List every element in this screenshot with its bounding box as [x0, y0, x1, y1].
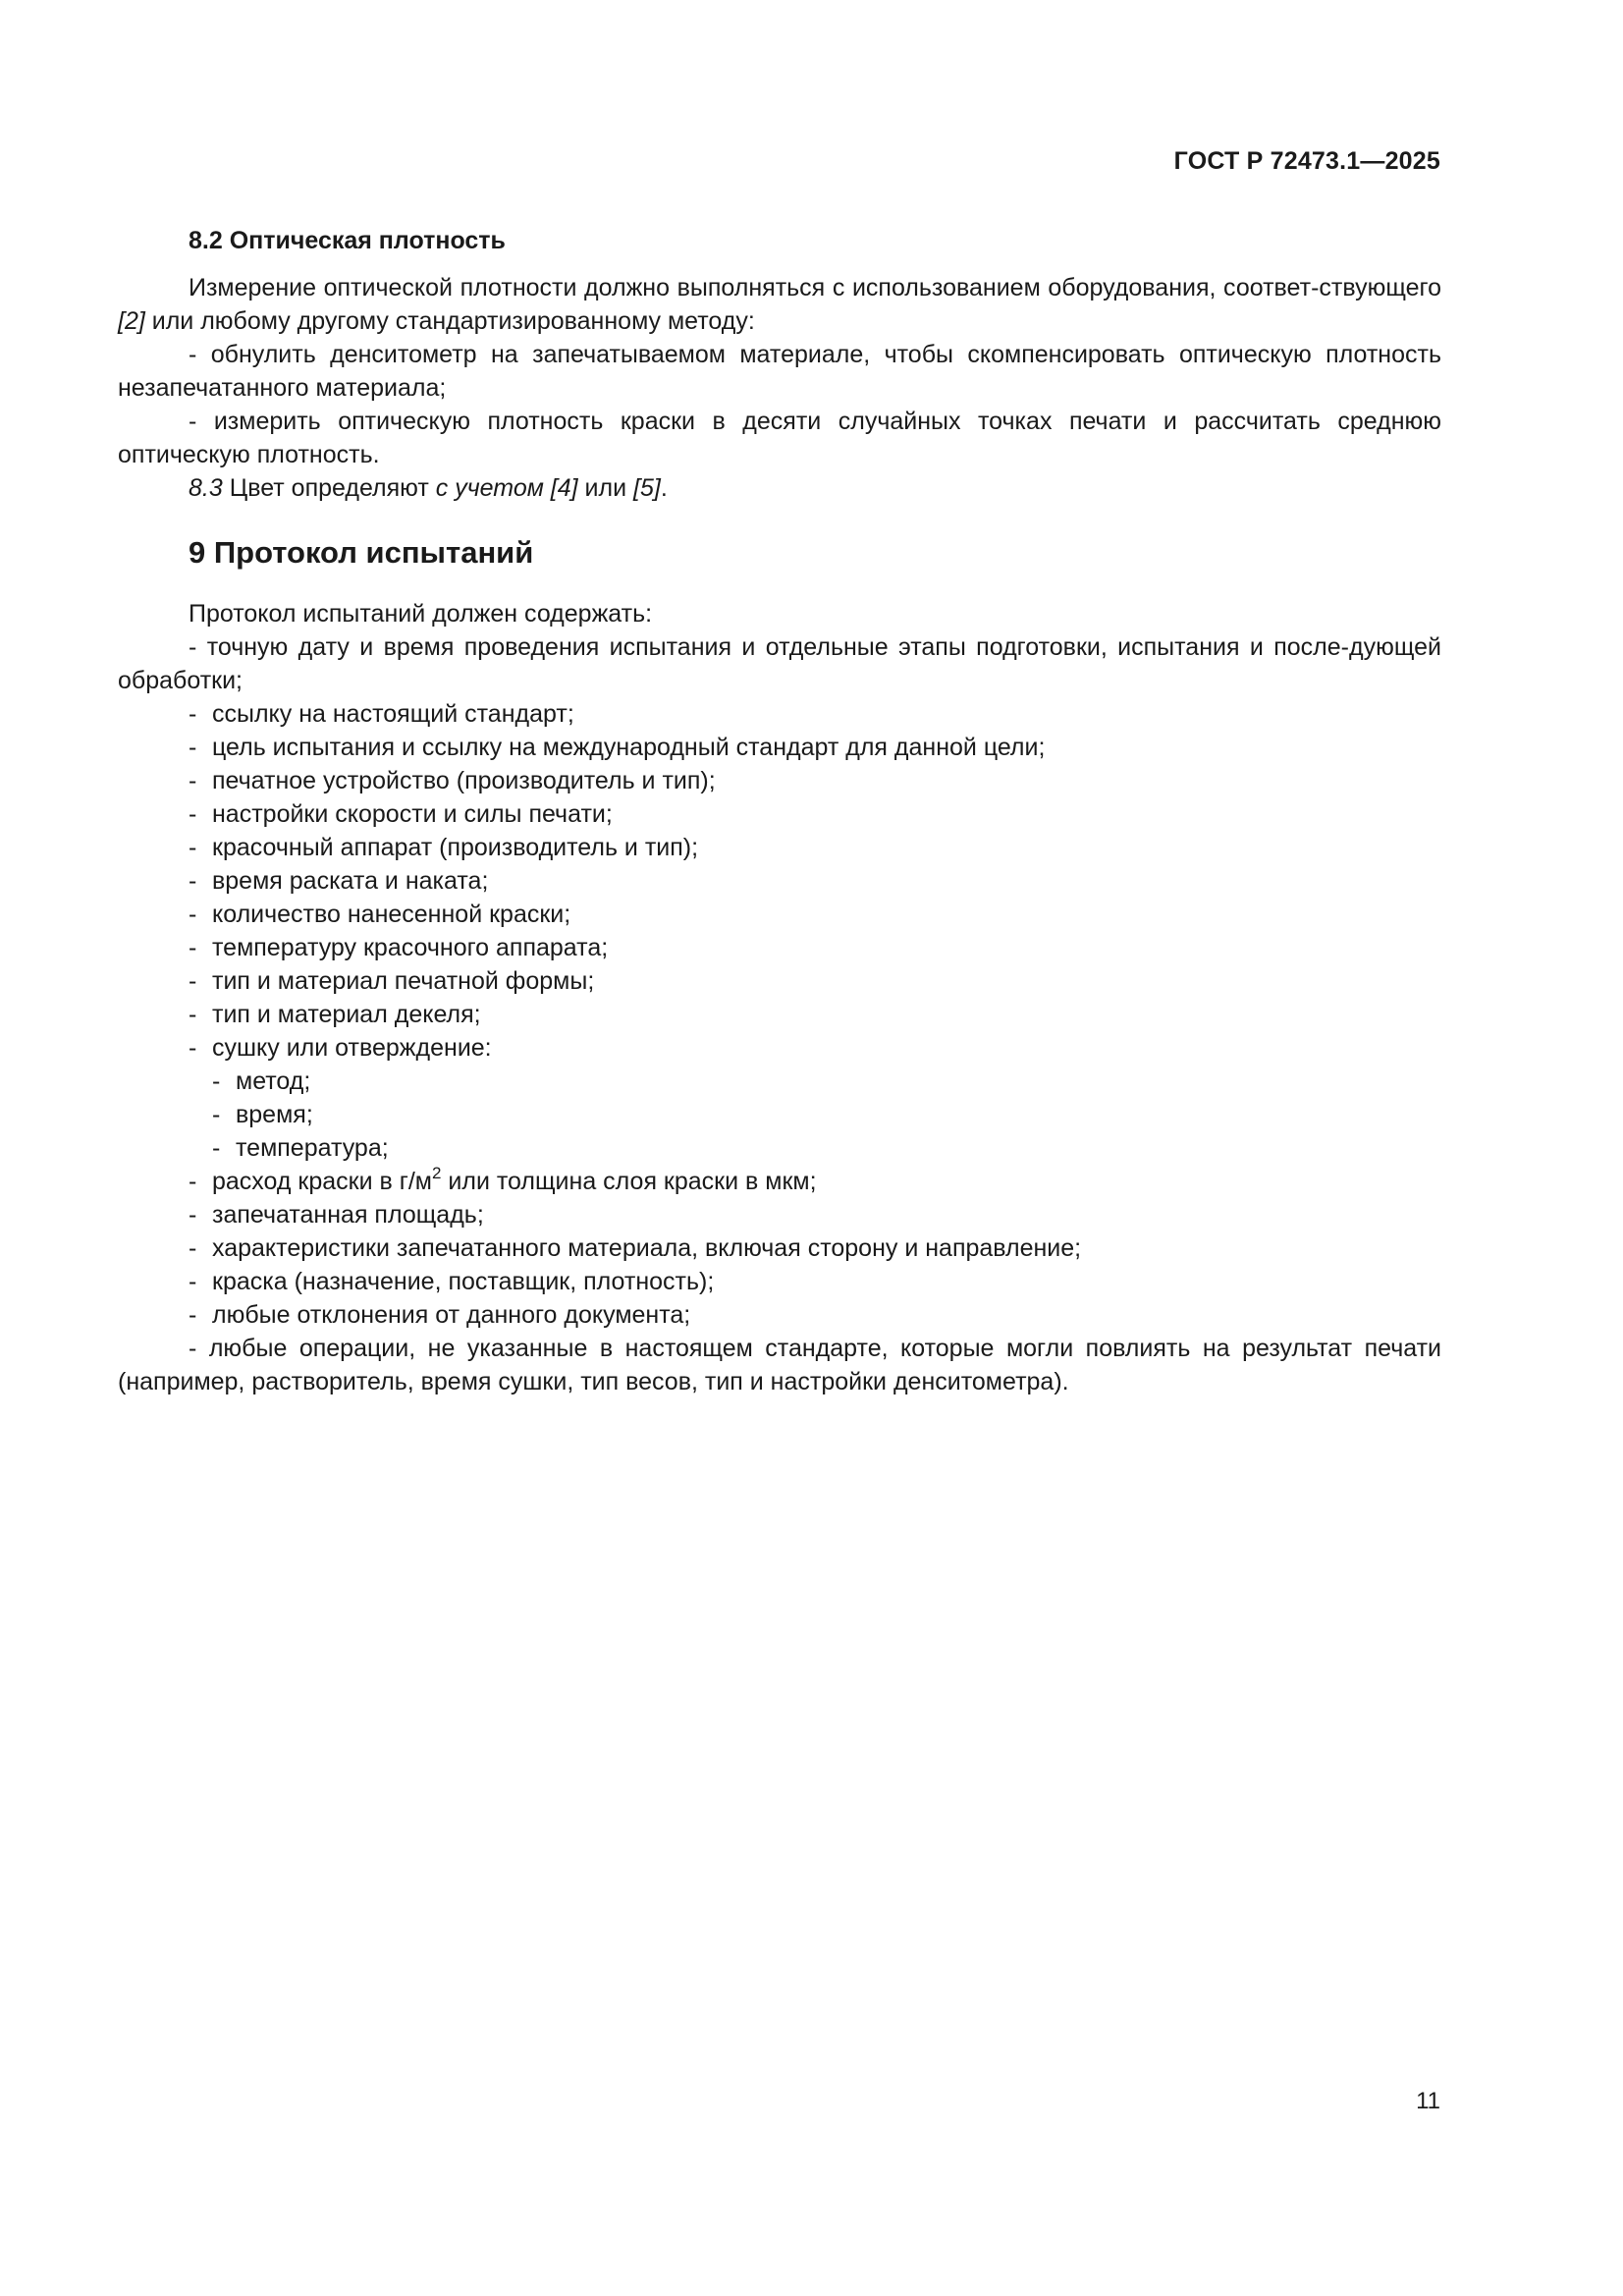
- list-item-text: краска (назначение, поставщик, плотность);: [212, 1268, 715, 1295]
- list-item: [118, 898, 1441, 931]
- sub-list-item: [118, 1131, 1441, 1165]
- list-item-text: ссылку на настоящий стандарт;: [212, 700, 574, 728]
- sub-list-item: [118, 1065, 1441, 1098]
- list-dash: -: [189, 967, 197, 995]
- report-contents-list: [118, 697, 1441, 1332]
- list-dash: -: [189, 1001, 197, 1028]
- list-item: [118, 1031, 1441, 1065]
- list-dash: -: [189, 767, 197, 794]
- list-dash: -: [189, 934, 197, 961]
- reference-2: [2]: [118, 307, 145, 335]
- subsection-title-8-2: 8.2 Оптическая плотность: [189, 227, 506, 254]
- paragraph-text: или: [577, 474, 634, 502]
- list-item-last: - любые операции, не указанные в настоящем стандарте, которые могли повлиять на результат печати (например, растворитель, время сушки, тип весов, тип и настройки денситометра).: [118, 1335, 1441, 1395]
- list-item-text: или толщина слоя краски в мкм;: [441, 1168, 817, 1195]
- page-number: 11: [1416, 2088, 1440, 2114]
- list-dash: -: [189, 834, 197, 861]
- list-item-text: характеристики запечатанного материала, включая сторону и направление;: [212, 1234, 1082, 1262]
- reference-5: [5]: [633, 474, 661, 502]
- list-item-text: настройки скорости и силы печати;: [212, 800, 613, 828]
- list-item: [118, 797, 1441, 831]
- paragraph-text: или любому другому стандартизированному методу:: [144, 307, 755, 335]
- reference-4: с учетом [4]: [435, 474, 578, 502]
- paragraph-text: Измерение оптической плотности должно выполняться с использованием оборудования, соответ-ствующего: [189, 274, 1441, 301]
- document-body: [118, 224, 1441, 1398]
- list-item: [118, 1165, 1441, 1198]
- paragraph-8-2-intro: [118, 271, 1441, 338]
- list-item-text: время раската и наката;: [212, 867, 489, 895]
- list-item-text: количество нанесенной краски;: [212, 901, 571, 928]
- list-item: [118, 1298, 1441, 1332]
- list-dash: -: [189, 1268, 197, 1295]
- list-dash: -: [212, 1101, 221, 1128]
- list-item: [118, 1265, 1441, 1298]
- list-item-text: температуру красочного аппарата;: [212, 934, 609, 961]
- list-item-text: тип и материал декеля;: [212, 1001, 481, 1028]
- list-dash: -: [189, 1234, 197, 1262]
- clause-number-8-3: 8.3: [189, 474, 223, 502]
- list-item-text: сушку или отверждение:: [212, 1034, 492, 1062]
- list-dash: -: [189, 800, 197, 828]
- standard-designation: ГОСТ Р 72473.1—2025: [1173, 147, 1440, 175]
- list-item-text: температура;: [236, 1134, 389, 1162]
- list-dash: -: [189, 734, 197, 761]
- list-dash: -: [189, 867, 197, 895]
- list-dash: -: [189, 1301, 197, 1329]
- list-item-text: запечатанная площадь;: [212, 1201, 484, 1229]
- superscript: 2: [432, 1163, 442, 1182]
- list-item-text: метод;: [236, 1067, 311, 1095]
- list-item: [118, 731, 1441, 764]
- list-item-text: время;: [236, 1101, 313, 1128]
- list-dash: -: [212, 1067, 221, 1095]
- list-item-datetime: - точную дату и время проведения испытания и отдельные этапы подготовки, испытания и после-дующей обработки;: [118, 633, 1441, 694]
- list-item-text: печатное устройство (производитель и тип);: [212, 767, 716, 794]
- paragraph-text: Цвет определяют: [222, 474, 436, 502]
- list-dash: -: [212, 1134, 221, 1162]
- list-item: [118, 1231, 1441, 1265]
- paragraph-8-2-step-2: - измерить оптическую плотность краски в десяти случайных точках печати и рассчитать среднюю оптическую плотность.: [118, 408, 1441, 468]
- paragraph-9-intro: Протокол испытаний должен содержать:: [189, 600, 653, 628]
- paragraph-8-3: [118, 471, 1441, 505]
- paragraph-text: .: [660, 474, 668, 502]
- list-item-text: любые отклонения от данного документа;: [212, 1301, 691, 1329]
- list-item: [118, 697, 1441, 731]
- list-item-text: расход краски в г/м: [212, 1168, 432, 1195]
- list-item: [118, 998, 1441, 1031]
- list-item: [118, 764, 1441, 797]
- list-item: [118, 831, 1441, 864]
- list-dash: -: [189, 1168, 197, 1195]
- list-item-text: тип и материал печатной формы;: [212, 967, 595, 995]
- list-dash: -: [189, 901, 197, 928]
- list-dash: -: [189, 1201, 197, 1229]
- list-item: [118, 1198, 1441, 1231]
- sub-list-item: [118, 1098, 1441, 1131]
- list-dash: -: [189, 700, 197, 728]
- list-item: [118, 931, 1441, 964]
- paragraph-8-2-step-1: - обнулить денситометр на запечатываемом материале, чтобы скомпенсировать оптическую плотность незапечатанного материала;: [118, 341, 1441, 402]
- list-dash: -: [189, 1034, 197, 1062]
- list-item: [118, 864, 1441, 898]
- list-item-text: цель испытания и ссылку на международный стандарт для данной цели;: [212, 734, 1046, 761]
- list-item-text: красочный аппарат (производитель и тип);: [212, 834, 699, 861]
- section-title-9: 9 Протокол испытаний: [189, 535, 534, 570]
- list-item: [118, 964, 1441, 998]
